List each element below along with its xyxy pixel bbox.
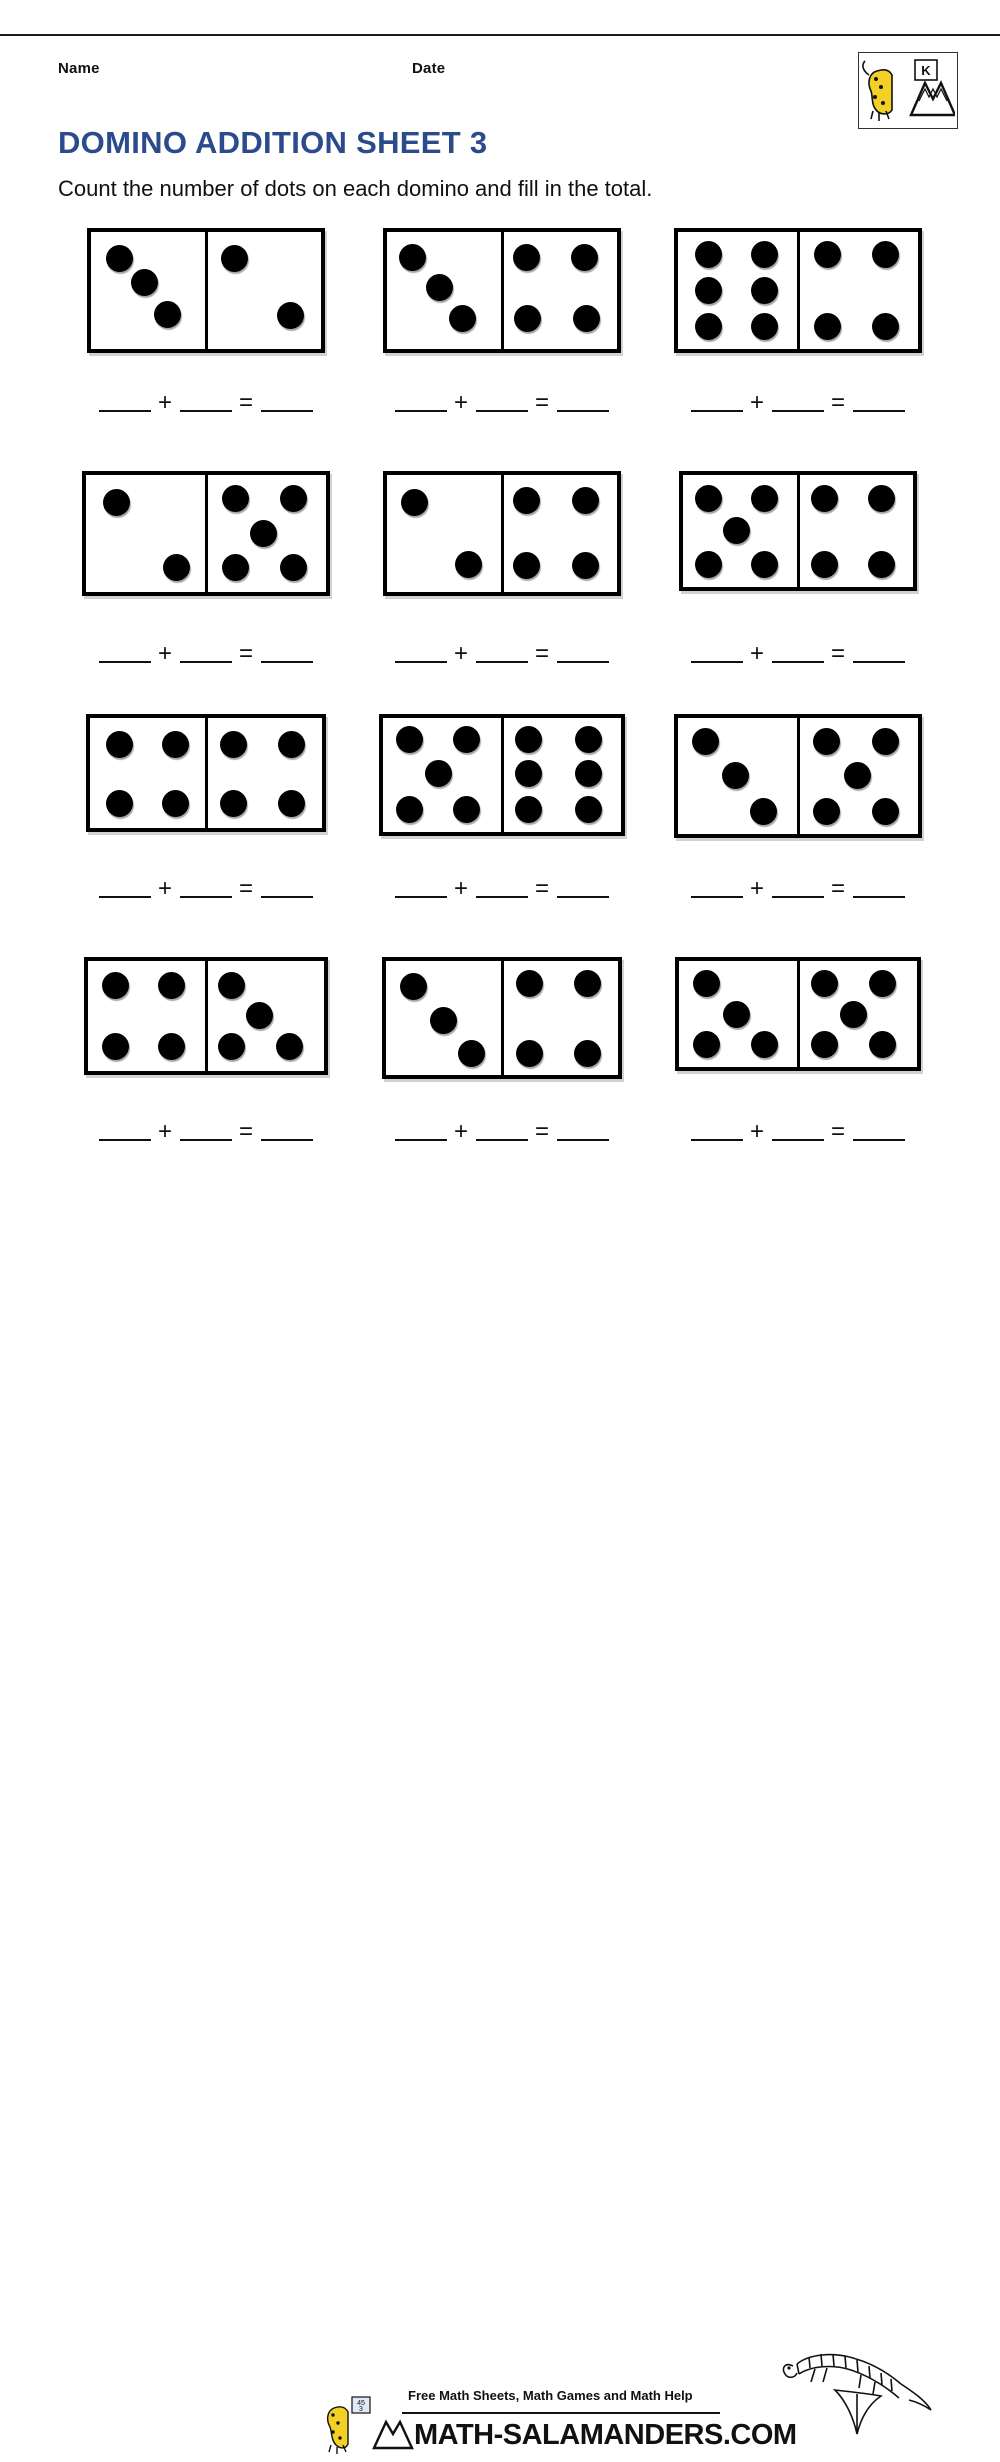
- domino-divider: [205, 232, 208, 349]
- pip: [154, 301, 181, 328]
- pip: [516, 970, 543, 997]
- answer-blank-total[interactable]: [853, 644, 905, 663]
- answer-blank-total[interactable]: [557, 393, 609, 412]
- answer-blank-total[interactable]: [557, 879, 609, 898]
- pip: [723, 517, 750, 544]
- pip: [222, 485, 249, 512]
- pip: [811, 485, 838, 512]
- pip: [106, 731, 133, 758]
- answer-blank-addend1[interactable]: [99, 879, 151, 898]
- equation-7: [58, 874, 354, 903]
- pip: [278, 731, 305, 758]
- problem-row: [58, 714, 948, 957]
- answer-blank-addend2[interactable]: [476, 393, 528, 412]
- pip: [106, 245, 133, 272]
- footer-salamander-logo: [322, 2394, 374, 2456]
- pip: [515, 726, 542, 753]
- domino-divider: [205, 718, 208, 828]
- pip: [516, 1040, 543, 1067]
- pip: [455, 551, 482, 578]
- plus-sign: +: [749, 388, 765, 416]
- pip: [692, 728, 719, 755]
- problem-cell-12: [650, 957, 946, 1200]
- pip: [814, 313, 841, 340]
- pip: [811, 551, 838, 578]
- pip: [222, 554, 249, 581]
- answer-blank-addend1[interactable]: [691, 1122, 743, 1141]
- plus-sign: +: [749, 874, 765, 902]
- pip: [280, 554, 307, 581]
- pip: [458, 1040, 485, 1067]
- pip: [695, 277, 722, 304]
- equation-12: [650, 1117, 946, 1146]
- pip: [695, 551, 722, 578]
- pip: [695, 241, 722, 268]
- pip: [513, 552, 540, 579]
- pip: [220, 731, 247, 758]
- pip: [572, 552, 599, 579]
- pip: [246, 1002, 273, 1029]
- pip: [162, 790, 189, 817]
- footer: [0, 1190, 1000, 2451]
- plus-sign: +: [157, 1117, 173, 1145]
- domino-12: [675, 957, 921, 1071]
- pip: [695, 313, 722, 340]
- pip: [751, 313, 778, 340]
- pip: [751, 485, 778, 512]
- equals-sign: =: [239, 874, 255, 902]
- answer-blank-total[interactable]: [557, 644, 609, 663]
- pip: [869, 1031, 896, 1058]
- pip: [106, 790, 133, 817]
- pip: [813, 798, 840, 825]
- plus-sign: +: [157, 874, 173, 902]
- domino-divider: [205, 961, 208, 1071]
- lizard-icon: [775, 2342, 935, 2457]
- equation-9: [650, 874, 946, 903]
- answer-blank-total[interactable]: [261, 879, 313, 898]
- problem-grid: [58, 228, 948, 1200]
- answer-blank-addend2[interactable]: [180, 1122, 232, 1141]
- pip: [163, 554, 190, 581]
- domino-2: [383, 228, 621, 353]
- plus-sign: +: [453, 1117, 469, 1145]
- pip: [751, 241, 778, 268]
- pip: [426, 274, 453, 301]
- pip: [278, 790, 305, 817]
- pip: [751, 1031, 778, 1058]
- pip: [844, 762, 871, 789]
- equals-sign: =: [831, 874, 847, 902]
- pip: [872, 728, 899, 755]
- domino-3: [674, 228, 922, 353]
- answer-blank-addend1[interactable]: [691, 393, 743, 412]
- answer-blank-addend2[interactable]: [180, 644, 232, 663]
- answer-blank-addend1[interactable]: [691, 879, 743, 898]
- domino-divider: [501, 475, 504, 592]
- answer-blank-addend1[interactable]: [99, 644, 151, 663]
- footer-tagline-wrap: [318, 2388, 718, 2403]
- pip: [430, 1007, 457, 1034]
- plus-sign: +: [157, 388, 173, 416]
- answer-blank-addend2[interactable]: [772, 1122, 824, 1141]
- domino-9: [674, 714, 922, 838]
- answer-blank-addend1[interactable]: [395, 879, 447, 898]
- answer-blank-addend2[interactable]: [476, 644, 528, 663]
- footer-lizard-illustration: [775, 2342, 935, 2457]
- problem-cell-4: [58, 471, 354, 714]
- answer-blank-total[interactable]: [853, 879, 905, 898]
- pip: [449, 305, 476, 332]
- equals-sign: =: [239, 639, 255, 667]
- svg-text:3: 3: [359, 2406, 363, 2413]
- domino-4: [82, 471, 330, 596]
- domino-11: [382, 957, 622, 1079]
- pip: [513, 487, 540, 514]
- pip: [695, 485, 722, 512]
- equals-sign: =: [239, 1117, 255, 1145]
- pip: [814, 241, 841, 268]
- answer-blank-total[interactable]: [853, 393, 905, 412]
- equation-2: [354, 388, 650, 417]
- domino-divider: [205, 475, 208, 592]
- pip: [221, 245, 248, 272]
- equals-sign: =: [535, 874, 551, 902]
- pip: [162, 731, 189, 758]
- pip: [400, 973, 427, 1000]
- pip: [811, 970, 838, 997]
- pip: [158, 1033, 185, 1060]
- footer-tagline: Free Math Sheets, Math Games and Math Help: [408, 2388, 693, 2403]
- problem-cell-9: [650, 714, 946, 957]
- pip: [399, 244, 426, 271]
- answer-blank-addend1[interactable]: [99, 393, 151, 412]
- problem-cell-10: [58, 957, 354, 1200]
- pip: [872, 798, 899, 825]
- pip: [813, 728, 840, 755]
- pip: [277, 302, 304, 329]
- answer-blank-addend1[interactable]: [395, 644, 447, 663]
- plus-sign: +: [453, 639, 469, 667]
- plus-sign: +: [749, 639, 765, 667]
- problem-cell-1: [58, 228, 354, 471]
- pip: [573, 305, 600, 332]
- pip: [750, 798, 777, 825]
- domino-1: [87, 228, 325, 353]
- pip: [751, 277, 778, 304]
- footer-brand: [372, 2418, 797, 2452]
- pip: [218, 972, 245, 999]
- pip: [131, 269, 158, 296]
- pip: [869, 970, 896, 997]
- domino-divider: [797, 961, 800, 1067]
- svg-text:K: K: [921, 63, 931, 78]
- answer-blank-addend1[interactable]: [691, 644, 743, 663]
- answer-blank-addend1[interactable]: [395, 1122, 447, 1141]
- pip: [571, 244, 598, 271]
- domino-divider: [501, 232, 504, 349]
- pip: [723, 1001, 750, 1028]
- problem-cell-5: [354, 471, 650, 714]
- plus-sign: +: [453, 874, 469, 902]
- domino-divider: [501, 718, 504, 832]
- date-field-label: Date: [412, 60, 446, 77]
- equation-4: [58, 639, 354, 668]
- answer-blank-addend2[interactable]: [180, 393, 232, 412]
- pip: [396, 796, 423, 823]
- pip: [453, 726, 480, 753]
- pip: [250, 520, 277, 547]
- problem-cell-8: [354, 714, 650, 957]
- pip: [513, 244, 540, 271]
- answer-blank-total[interactable]: [853, 1122, 905, 1141]
- domino-divider: [797, 475, 800, 587]
- equation-11: [354, 1117, 650, 1146]
- equation-6: [650, 639, 946, 668]
- pip: [220, 790, 247, 817]
- equals-sign: =: [831, 639, 847, 667]
- problem-row: [58, 957, 948, 1200]
- pip: [872, 313, 899, 340]
- domino-7: [86, 714, 326, 832]
- pip: [872, 241, 899, 268]
- pip: [425, 760, 452, 787]
- equals-sign: =: [831, 1117, 847, 1145]
- answer-blank-addend2[interactable]: [772, 393, 824, 412]
- header-divider: [0, 34, 1000, 36]
- footer-salamander-icon: [322, 2394, 374, 2456]
- pip: [751, 551, 778, 578]
- svg-text:45: 45: [357, 2400, 365, 2407]
- pip: [811, 1031, 838, 1058]
- answer-blank-total[interactable]: [261, 1122, 313, 1141]
- equals-sign: =: [831, 388, 847, 416]
- problem-row: [58, 228, 948, 471]
- answer-blank-addend1[interactable]: [99, 1122, 151, 1141]
- pip: [574, 1040, 601, 1067]
- salamander-logo-icon: [859, 53, 955, 126]
- equation-1: [58, 388, 354, 417]
- pip: [102, 1033, 129, 1060]
- pip: [280, 485, 307, 512]
- domino-6: [679, 471, 917, 591]
- equation-3: [650, 388, 946, 417]
- pip: [515, 760, 542, 787]
- pip: [693, 1031, 720, 1058]
- pip: [572, 487, 599, 514]
- pip: [575, 796, 602, 823]
- page-title: DOMINO ADDITION SHEET 3: [58, 125, 488, 160]
- name-field-label: Name: [58, 60, 100, 77]
- plus-sign: +: [157, 639, 173, 667]
- equals-sign: =: [239, 388, 255, 416]
- pip: [396, 726, 423, 753]
- answer-blank-addend2[interactable]: [772, 879, 824, 898]
- problem-cell-2: [354, 228, 650, 471]
- footer-brand-text: MATH-SALAMANDERS.COM: [414, 2419, 797, 2451]
- answer-blank-addend1[interactable]: [395, 393, 447, 412]
- problem-cell-6: [650, 471, 946, 714]
- equation-5: [354, 639, 650, 668]
- equation-10: [58, 1117, 354, 1146]
- pip: [693, 970, 720, 997]
- domino-divider: [797, 232, 800, 349]
- equals-sign: =: [535, 639, 551, 667]
- plus-sign: +: [749, 1117, 765, 1145]
- pip: [218, 1033, 245, 1060]
- domino-5: [383, 471, 621, 596]
- equals-sign: =: [535, 1117, 551, 1145]
- domino-divider: [501, 961, 504, 1075]
- answer-blank-addend2[interactable]: [180, 879, 232, 898]
- problem-row: [58, 471, 948, 714]
- pip: [515, 796, 542, 823]
- answer-blank-addend2[interactable]: [476, 879, 528, 898]
- instructions-text: Count the number of dots on each domino and fill in the total.: [58, 176, 653, 201]
- answer-blank-total[interactable]: [261, 393, 313, 412]
- pip: [574, 970, 601, 997]
- pip: [158, 972, 185, 999]
- footer-divider: [402, 2412, 720, 2414]
- footer-mountain-icon: [372, 2418, 414, 2450]
- domino-10: [84, 957, 328, 1075]
- domino-divider: [797, 718, 800, 834]
- answer-blank-total[interactable]: [557, 1122, 609, 1141]
- answer-blank-addend2[interactable]: [476, 1122, 528, 1141]
- problem-cell-11: [354, 957, 650, 1200]
- pip: [868, 485, 895, 512]
- pip: [453, 796, 480, 823]
- pip: [276, 1033, 303, 1060]
- problem-cell-3: [650, 228, 946, 471]
- pip: [575, 726, 602, 753]
- domino-8: [379, 714, 625, 836]
- pip: [722, 762, 749, 789]
- pip: [868, 551, 895, 578]
- equals-sign: =: [535, 388, 551, 416]
- equation-8: [354, 874, 650, 903]
- salamander-logo: [858, 52, 958, 129]
- answer-blank-addend2[interactable]: [772, 644, 824, 663]
- pip: [102, 972, 129, 999]
- plus-sign: +: [453, 388, 469, 416]
- answer-blank-total[interactable]: [261, 644, 313, 663]
- pip: [401, 489, 428, 516]
- pip: [514, 305, 541, 332]
- pip: [103, 489, 130, 516]
- pip: [575, 760, 602, 787]
- pip: [840, 1001, 867, 1028]
- problem-cell-7: [58, 714, 354, 957]
